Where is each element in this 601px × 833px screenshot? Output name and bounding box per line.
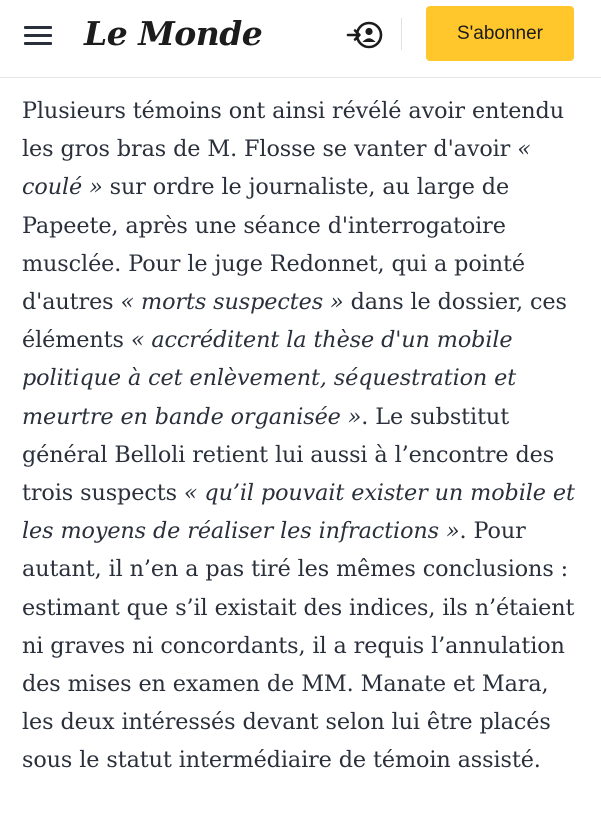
article-paragraph xyxy=(22,92,582,780)
subscribe-button[interactable]: S'abonner xyxy=(426,6,574,61)
site-logo[interactable]: Le Monde xyxy=(84,14,263,53)
account-login-icon[interactable] xyxy=(346,17,386,53)
paragraph-segment: . Le substitut général Belloli retient lui aussi à l’encontre des trois suspects xyxy=(22,403,555,507)
quote-coule: « coulé » xyxy=(22,136,531,201)
header-divider xyxy=(401,18,402,50)
quote-morts-suspectes: « morts suspectes » xyxy=(120,289,344,316)
quote-mobile-politique: « accréditent la thèse d'un mobile politique à cet enlèvement, séquestration et meurtre en bande organisée » xyxy=(22,327,517,430)
paragraph-segment: Plusieurs témoins ont ainsi révélé avoir entendu les gros bras de M. Flosse se vanter d'avoir xyxy=(22,98,564,163)
paragraph-segment: sur ordre le journaliste, au large de Papeete, après une séance d'interrogatoire musclée. Pour le juge Redonnet, qui a pointé d'autres xyxy=(22,174,525,316)
quote-mobile-moyens: « qu’il pouvait exister un mobile et les moyens de réaliser les infractions » xyxy=(22,480,575,545)
article-body xyxy=(22,92,582,780)
paragraph-segment: dans le dossier, ces éléments xyxy=(22,289,567,354)
site-header xyxy=(0,0,601,78)
hamburger-menu-icon[interactable] xyxy=(24,24,52,46)
paragraph-segment: . Pour autant, il n’en a pas tiré les mêmes conclusions : estimant que s’il existait des indices, ils n’étaient ni graves ni concordants, il a requis l’annulation des mises en examen de MM. Manate et Mara, les deux intéressés devant selon lui être placés sous le statut intermédiaire de témoin assisté. xyxy=(22,518,575,774)
